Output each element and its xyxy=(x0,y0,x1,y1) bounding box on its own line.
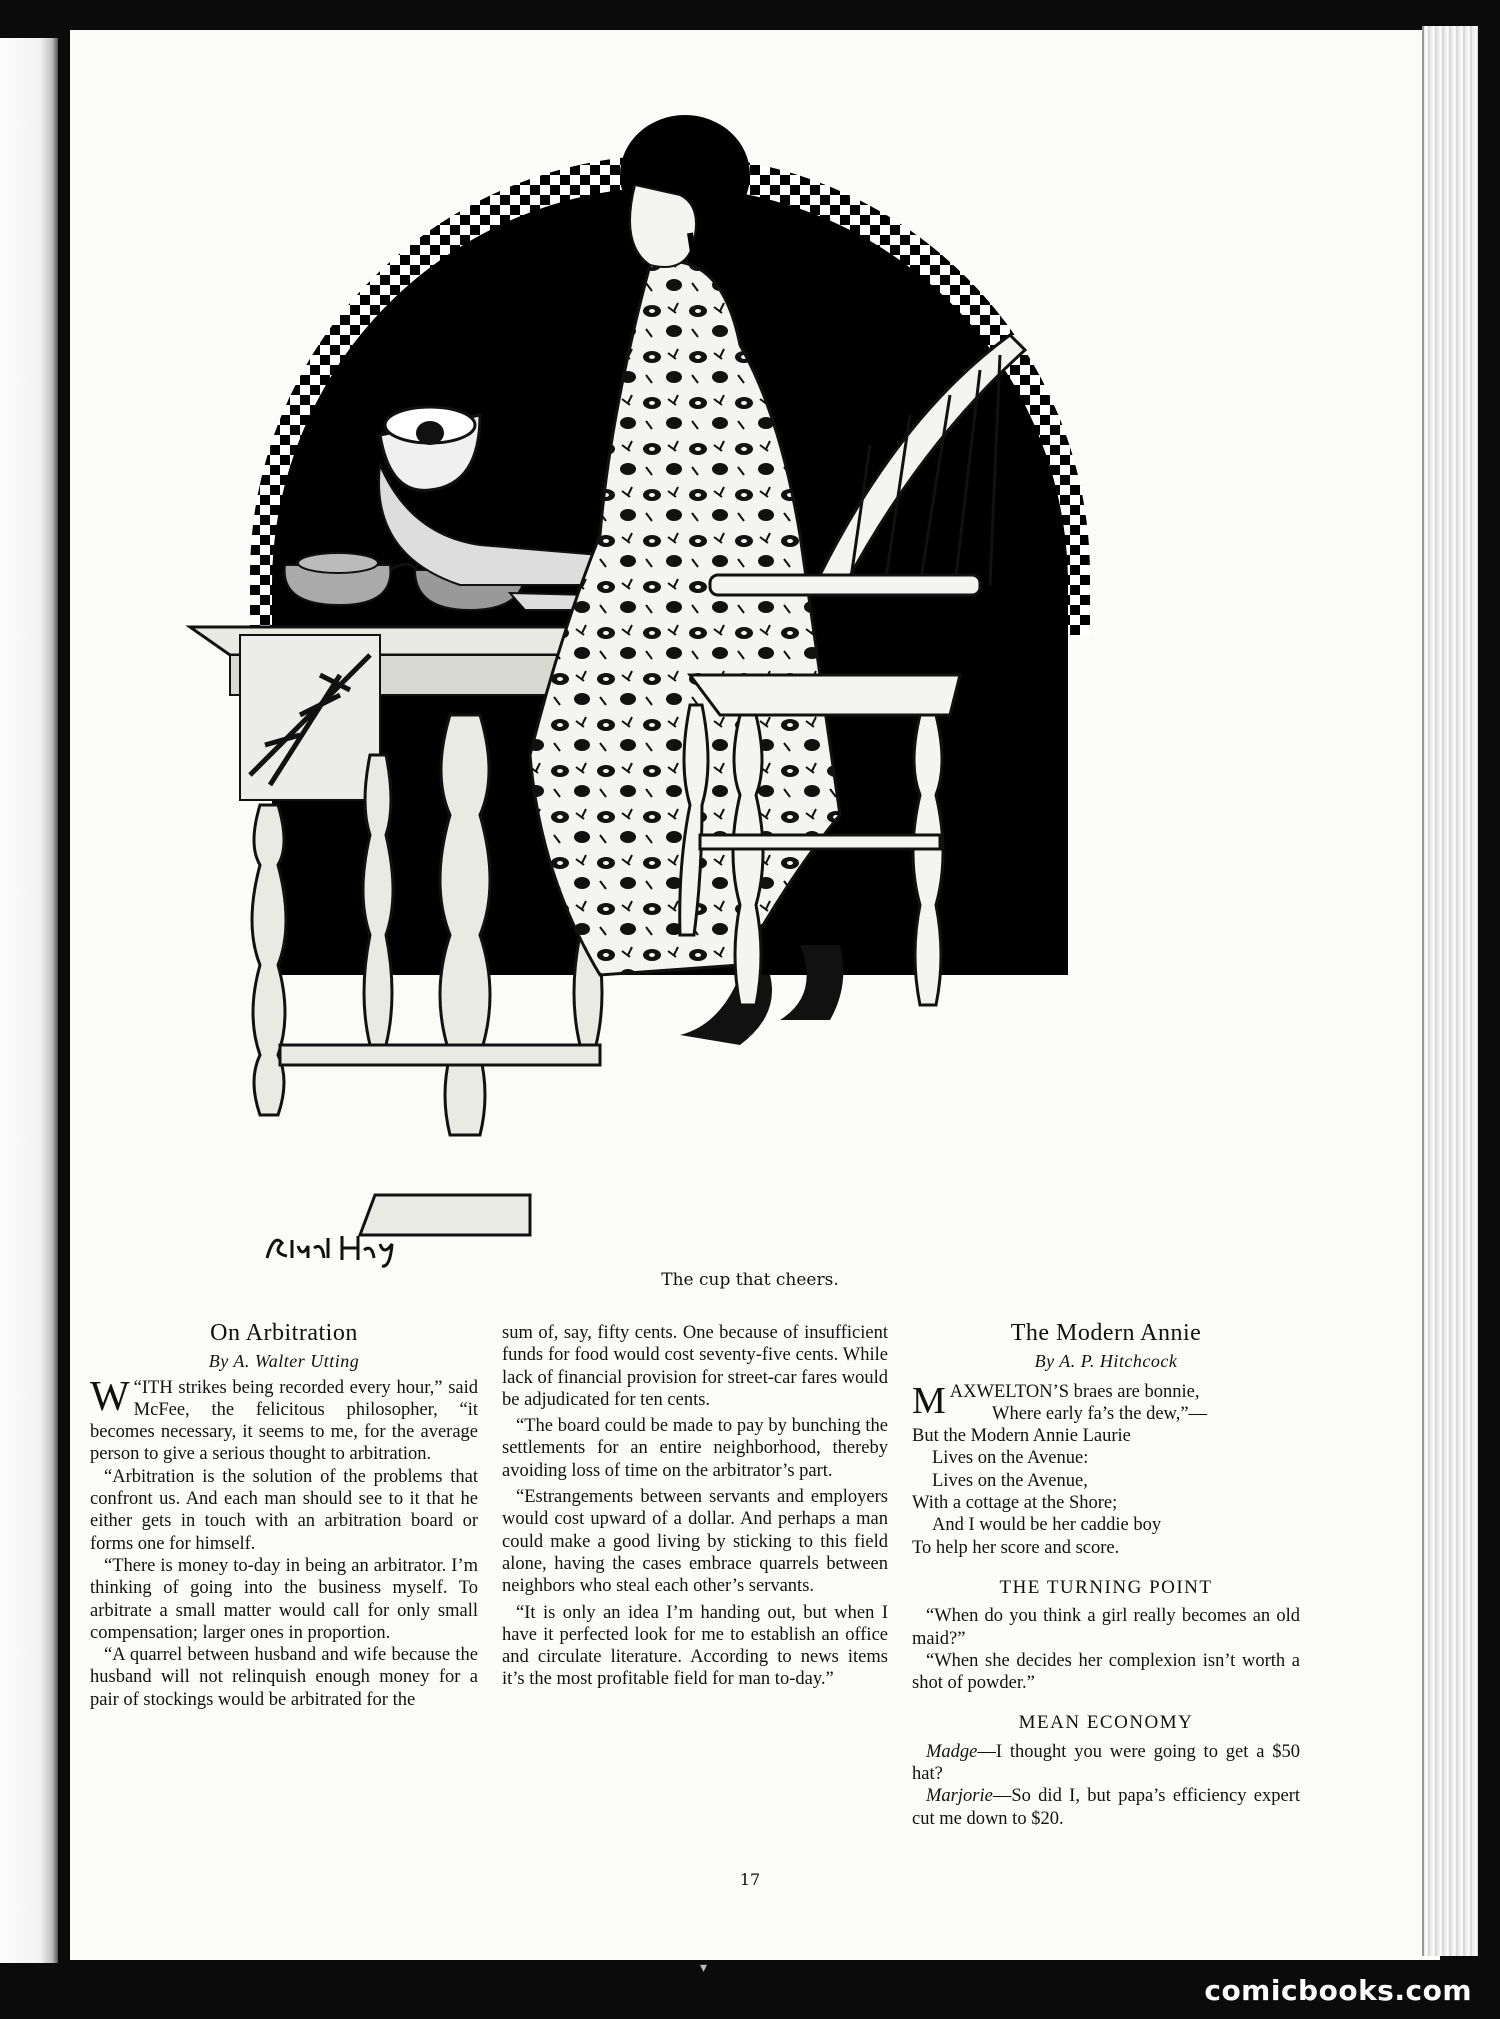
turning-point-answer: “When she decides her complexion isn’t worth a shot of powder.” xyxy=(912,1650,1300,1694)
heading-mean-economy: MEAN ECONOMY xyxy=(1018,1712,1194,1734)
paragraph-8: “It is only an idea I’m handing out, but when I have it perfected look for me to establish an office and circulate literature. According to news items it’s the most profitable field for man to-day.” xyxy=(502,1602,888,1690)
article-title-modern-annie: The Modern Annie xyxy=(1010,1320,1202,1346)
poem-line-3: But the Modern Annie Laurie xyxy=(912,1426,1131,1447)
paragraph-2: “Arbitration is the solution of the problems that confront us. And each man should see to it that he either gets in touch with an arbitration board or forms one for himself. xyxy=(90,1466,478,1554)
column-right xyxy=(912,1322,1300,1830)
poem-modern-annie xyxy=(912,1381,1300,1559)
paragraph-7: “Estrangements between servants and employers would cost upward of a dollar. And perhaps a man could make a good living by sticking to this field alone, having the cases embrace quarrels between neighbors who steal each other’s servants. xyxy=(502,1487,888,1597)
poem-line-8: To help her score and score. xyxy=(912,1537,1120,1558)
paragraph-4: “A quarrel between husband and wife because the husband will not relinquish enough money for a pair of stockings would be arbitrated for the xyxy=(90,1645,478,1710)
paragraph-1-text: ITH strikes being recorded every hour,” said McFee, the felicitous philosopher, “it becomes necessary, it seems to me, for the average person to give a serious thought to arbitration. xyxy=(90,1377,478,1465)
column-left xyxy=(90,1322,478,1711)
byline-utting: By A. Walter Utting xyxy=(208,1351,360,1372)
poem-line-4: Lives on the Avenue: xyxy=(932,1448,1089,1469)
paragraph-3: “There is money to-day in being an arbitrator. I’m thinking of going into the business myself. To arbitrate a small matter would call for only small compensation; larger ones in proportion. xyxy=(90,1555,478,1643)
mean-economy-line-2 xyxy=(912,1785,1300,1830)
woman-at-tea-table-illustration xyxy=(180,115,1240,1275)
binding-mark: ▾ xyxy=(700,1960,708,1976)
speaker-madge: Madge xyxy=(926,1741,978,1762)
heading-turning-point: THE TURNING POINT xyxy=(999,1576,1213,1598)
poem-line-5: Lives on the Avenue, xyxy=(932,1470,1088,1491)
poem-line-2: Where early fa’s the dew,”— xyxy=(992,1403,1208,1424)
paragraph-5: sum of, say, fifty cents. One because of insufficient funds for food would cost seventy-five cents. While lack of financial provision for street-car fares would be adjudicated for ten cents. xyxy=(502,1323,888,1410)
byline-hitchcock: By A. P. Hitchcock xyxy=(1034,1351,1178,1372)
artist-signature-stuart-hay xyxy=(262,1228,412,1268)
poem-line-7: And I would be her caddie boy xyxy=(932,1515,1162,1536)
page-stack-edge xyxy=(1422,26,1478,1956)
site-watermark: comicbooks.com xyxy=(1204,1974,1472,2007)
marjorie-line: —So did I, but papa’s efficiency expert cut me down to $20. xyxy=(912,1786,1300,1829)
madge-line: —I thought you were going to get a $50 hat? xyxy=(912,1741,1300,1785)
column-middle xyxy=(502,1322,888,1691)
drop-cap-m: M xyxy=(912,1379,946,1422)
paragraph-6: “The board could be made to pay by bunching the settlements for an entire neighborhood, thereby avoiding loss of time on the arbitrator’s part. xyxy=(502,1416,888,1481)
paragraph-1 xyxy=(90,1373,478,1466)
facing-page-edge xyxy=(0,38,58,1963)
poem-line-1: AXWELTON’S braes are bonnie, xyxy=(949,1381,1200,1402)
article-title-on-arbitration: On Arbitration xyxy=(210,1320,358,1346)
opening-quote: “ xyxy=(133,1377,142,1398)
page-number: 17 xyxy=(739,1870,761,1889)
turning-point-question: “When do you think a girl really becomes an old maid?” xyxy=(912,1606,1300,1649)
speaker-marjorie: Marjorie xyxy=(926,1786,993,1807)
illustration-caption: The cup that cheers. xyxy=(661,1270,839,1290)
poem-line-6: With a cottage at the Shore; xyxy=(912,1493,1118,1514)
mean-economy-line-1 xyxy=(912,1741,1300,1786)
drop-cap-w: W xyxy=(90,1373,130,1420)
